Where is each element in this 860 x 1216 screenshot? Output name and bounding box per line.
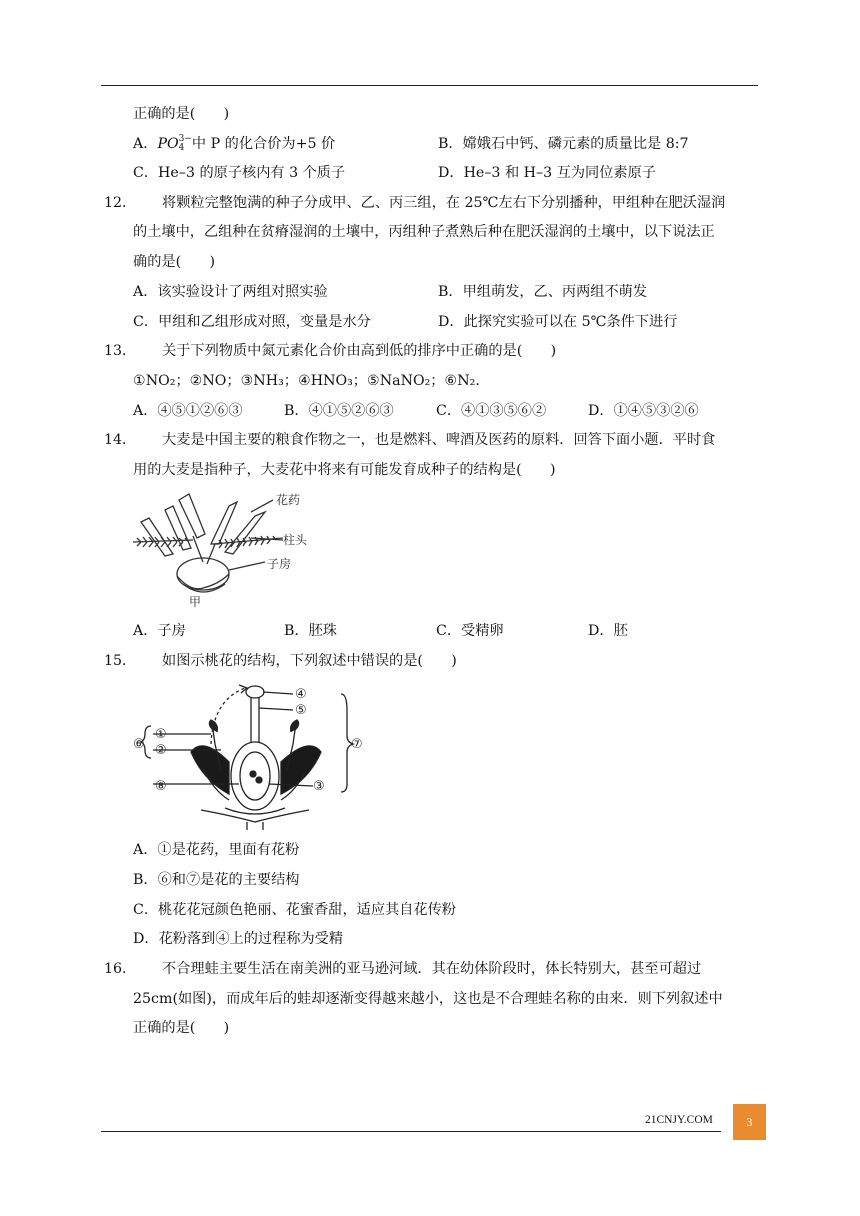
q11-option-a-prefix: A． xyxy=(133,136,158,152)
q15-option-c: C．桃花花冠颜色艳丽、花蜜香甜，适应其自花传粉 xyxy=(133,902,456,918)
q11-option-a xyxy=(133,134,335,154)
q13-substances: ①NO₂；②NO；③NH₃；④HNO₃；⑤NaNO₂；⑥N₂． xyxy=(133,373,490,389)
q14-stem-line2: 用的大麦是指种子，大麦花中将来有可能发育成种子的结构是( ) xyxy=(133,462,556,478)
q16-stem-line2: 25cm(如图)，而成年后的蛙却逐渐变得越来越小，这也是不合理蛙名称的由来．则下列叙述中 xyxy=(133,991,723,1007)
q15-stem: 如图示桃花的结构，下列叙述中错误的是( ) xyxy=(162,653,457,669)
q12-option-a: A．该实验设计了两组对照实验 xyxy=(133,284,328,300)
q13-option-d: D．①④⑤③②⑥ xyxy=(588,403,699,419)
q11-option-a-subscript: 4 xyxy=(178,143,185,153)
q12-stem-line3: 确的是( ) xyxy=(133,254,216,270)
page-number: 3 xyxy=(733,1104,766,1140)
q11-option-b: B．嫦娥石中钙、磷元素的质量比是 8:7 xyxy=(438,136,689,152)
fig-label-4: ④ xyxy=(295,687,307,702)
q15-option-d: D．花粉落到④上的过程称为受精 xyxy=(133,931,344,947)
q11-option-a-ion: PO xyxy=(157,136,179,152)
fig-label-6: ⑥ xyxy=(133,737,145,752)
q15-option-b: B．⑥和⑦是花的主要结构 xyxy=(133,872,300,888)
q13-stem: 关于下列物质中氮元素化合价由高到低的排序中正确的是( ) xyxy=(162,343,557,359)
q12-option-c: C．甲组和乙组形成对照，变量是水分 xyxy=(133,314,371,330)
q12-stem-line1: 将颗粒完整饱满的种子分成甲、乙、丙三组，在 25℃左右下分别播种，甲组种在肥沃湿润 xyxy=(162,195,726,211)
q13-option-c: C．④①③⑤⑥② xyxy=(436,403,547,419)
q14-option-b: B．胚珠 xyxy=(284,623,337,639)
q12-number: 12． xyxy=(104,195,137,211)
q16-stem-line1: 不合理蛙主要生活在南美洲的亚马逊河域．其在幼体阶段时，体长特别大，甚至可超过 xyxy=(162,961,702,977)
fig-label-7: ⑦ xyxy=(351,737,363,752)
q11-option-d: D．He–3 和 H–3 互为同位素原子 xyxy=(438,165,656,181)
q12-stem-line2: 的土壤中，乙组种在贫瘠湿润的土壤中，丙组种子煮熟后种在肥沃湿润的土壤中，以下说法正 xyxy=(133,224,715,240)
q12-option-b: B．甲组萌发，乙、丙两组不萌发 xyxy=(438,284,648,300)
fig-label-ovary: 子房 xyxy=(267,557,292,571)
footer-rule xyxy=(101,1131,721,1132)
q14-number: 14． xyxy=(104,432,137,448)
q15-number: 15． xyxy=(104,653,137,669)
q16-stem-line3: 正确的是( ) xyxy=(133,1020,230,1036)
footer-site: 21CNJY.COM xyxy=(645,1114,713,1126)
fig-label-3: ③ xyxy=(313,779,325,794)
q11-option-c: C．He–3 的原子核内有 3 个质子 xyxy=(133,165,346,181)
barley-flower-figure xyxy=(133,488,313,612)
header-rule xyxy=(101,85,758,86)
fig-label-1: ① xyxy=(155,727,167,742)
q11-option-a-charge: 3− xyxy=(178,134,192,144)
q13-option-a: A．④⑤①②⑥③ xyxy=(133,403,243,419)
q15-option-a: A．①是花药，里面有花粉 xyxy=(133,842,300,858)
q14-option-a: A．子房 xyxy=(133,623,186,639)
q14-stem-line1: 大麦是中国主要的粮食作物之一，也是燃料、啤酒及医药的原料．回答下面小题．平时食 xyxy=(162,432,716,448)
q13-number: 13． xyxy=(104,343,137,359)
q13-option-b: B．④①⑤②⑥③ xyxy=(284,403,394,419)
fig-label-5: ⑤ xyxy=(295,703,307,718)
fig-label-8: ⑧ xyxy=(155,779,167,794)
q14-option-d: D．胚 xyxy=(588,623,628,639)
q12-option-d: D．此探究实验可以在 5℃条件下进行 xyxy=(438,314,678,330)
peach-flower-figure xyxy=(133,680,363,830)
fig-caption: 甲 xyxy=(189,595,202,609)
q16-number: 16． xyxy=(104,961,137,977)
q11-option-a-rest: 中 P 的化合价为+5 价 xyxy=(191,136,336,152)
q11-stem-tail: 正确的是( ) xyxy=(133,106,230,122)
fig-label-anther: 花药 xyxy=(276,493,301,507)
fig-label-2: ② xyxy=(155,743,167,758)
fig-label-stigma: 柱头 xyxy=(283,533,308,547)
q14-option-c: C．受精卵 xyxy=(436,623,504,639)
